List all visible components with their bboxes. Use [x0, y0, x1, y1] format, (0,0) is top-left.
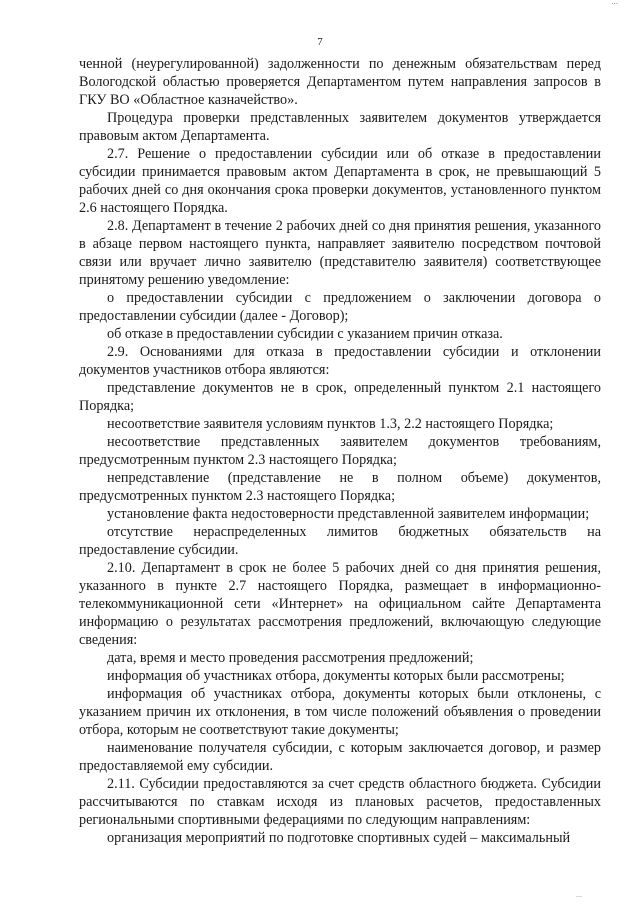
paragraph: наименование получателя субсидии, с которым заключается договор, и размер предоставляемой ему субсидии. [79, 740, 601, 774]
paragraph: отсутствие нераспределенных лимитов бюджетных обязательств на предоставление субсидии. [79, 524, 601, 558]
footer-mark: ... [576, 890, 582, 899]
paragraph: 2.7. Решение о предоставлении субсидии или об отказе в предоставлении субсидии принимается правовым актом Департамента в срок, не превышающий 5 рабочих дней со дня окончания срока проверки документов, установленного пунктом 2.6 настоящего Порядка. [79, 146, 601, 216]
paragraph: организация мероприятий по подготовке спортивных судей – максимальный [107, 830, 571, 846]
paragraph: 2.10. Департамент в срок не более 5 рабочих дней со дня принятия решения, указанного в пункте 2.7 настоящего Порядка, размещает в информационно-телекоммуникационной сети «Интернет» на официальном сайте Департамента информацию о результатах рассмотрения предложений, включающую следующие сведения: [79, 560, 601, 648]
paragraph: 2.9. Основаниями для отказа в предоставлении субсидии и отклонении документов участников отбора являются: [79, 344, 601, 378]
paragraph: о предоставлении субсидии с предложением о заключении договора о предоставлении субсидии (далее - Договор); [79, 290, 601, 324]
document-body [79, 55, 601, 847]
paragraph: установление факта недостоверности представленной заявителем информации; [107, 506, 590, 522]
paragraph: непредставление (представление не в полном объеме) документов, предусмотренных пунктом 2.3 настоящего Порядка; [79, 470, 601, 504]
paragraph: 2.8. Департамент в течение 2 рабочих дней со дня принятия решения, указанного в абзаце первом настоящего пункта, направляет заявителю посредством почтовой связи или вручает лично заявителю (представителю заявителя) соответствующее принятому решению уведомление: [79, 218, 601, 288]
paragraph: об отказе в предоставлении субсидии с указанием причин отказа. [107, 326, 503, 342]
paragraph: дата, время и место проведения рассмотрения предложений; [107, 650, 474, 666]
paragraph: несоответствие представленных заявителем документов требованиям, предусмотренным пунктом 2.3 настоящего Порядка; [79, 434, 601, 468]
paragraph: информация об участниках отбора, документы которых были рассмотрены; [107, 668, 565, 684]
paragraph: представление документов не в срок, определенный пунктом 2.1 настоящего Порядка; [79, 380, 601, 414]
paragraph: несоответствие заявителя условиям пунктов 1.3, 2.2 настоящего Порядка; [107, 416, 554, 432]
paragraph: ченной (неурегулированной) задолженности по денежным обязательствам перед Вологодской областью проверяется Департаментом путем направления запросов в ГКУ ВО «Областное казначейство». [79, 56, 601, 108]
page-number: 7 [317, 36, 323, 48]
corner-mark: ... [611, 0, 618, 6]
paragraph: Процедура проверки представленных заявителем документов утверждается правовым актом Департамента. [79, 110, 601, 144]
paragraph: информация об участниках отбора, документы которых были отклонены, с указанием причин их отклонения, в том числе положений объявления о проведении отбора, которым не соответствуют такие документы; [79, 686, 601, 738]
paragraph: 2.11. Субсидии предоставляются за счет средств областного бюджета. Субсидии рассчитываются по ставкам исходя из плановых расчетов, предоставленных региональными спортивными федерациями по следующим направлениям: [79, 776, 601, 828]
